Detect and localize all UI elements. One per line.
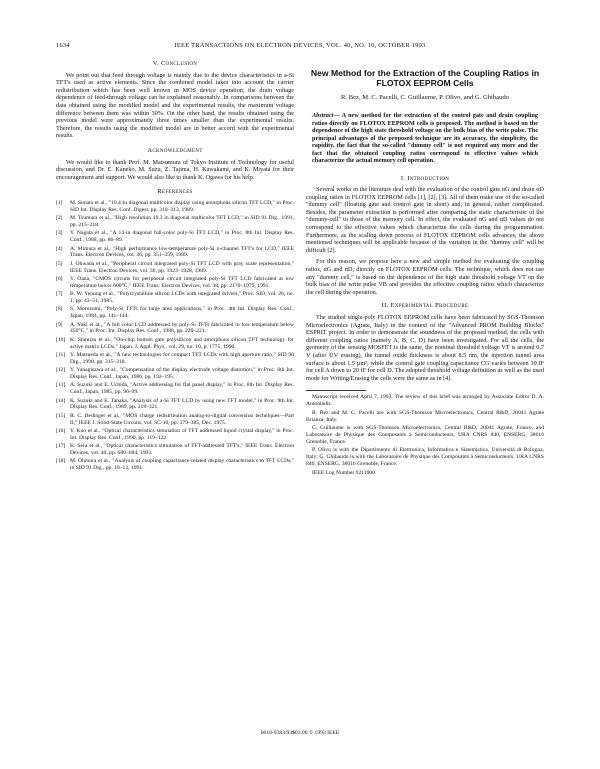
reference-item	[56, 458, 294, 472]
footnote-divider	[306, 390, 366, 391]
reference-text: J. Ohwada et al., "Peripheral circuit integrated poly-Si TFT LCD with gray scale representation," IEEE Trans. Electron Devices, vol. 36, pp. 1923–1928, 1989.	[70, 260, 294, 274]
reference-item	[56, 428, 294, 442]
abstract-text: A new method for the extraction of the control gate and drain coupling ratios directly on FLOTOX EEPROM cells is proposed. The method is based on the dependence of the high state threshold voltage on the bulk bias of the write pulse. The principal advantages of the proposed technique are its accuracy, the simplicity, the rapidity, the fact that the so-called "dummy cell" is not required any more and the fact that the obtained coupling ratios correspond to effective values which characterize the actual memory cell operation.	[312, 112, 538, 164]
reference-text: K. Suzuki and E. Tanaka, "Analysis of a-Si TFT LCD by using new TFT model," in Proc. 9th Int. Display Res. Conf., 1989, pp. 318–321.	[70, 397, 294, 411]
experimental-heading: II. Experimental Procedure	[381, 302, 469, 310]
reference-item	[56, 291, 294, 305]
footnote-item: P. Olivo is with the Dipartimento di Elettronica, Informatica e Sistemistica, Università di Bologna, Italy; G. Ghibaudo is with the Laboratoire de Physique des Composants à Semiconducteurs, URA CNRS 840, ENSERG, 38016 Grenoble, France.	[306, 447, 544, 468]
reference-item	[56, 276, 294, 290]
reference-text: Y. Nagata et al., "A 14-in diagonal full-color poly-Si TFT LCD," in Proc. 8th Int. Display Res. Conf., 1988, pp. 86–89.	[70, 230, 294, 244]
reference-number: [3]	[56, 230, 63, 237]
reference-number: [2]	[56, 215, 63, 222]
reference-text: M. Ohmura et al., "Analysis of coupling capacitance-related display characteristics in TFT LCDs," in SID 91 Dig., pp. 10–12, 1991.	[70, 458, 294, 472]
footnote-item: Manuscript received April 7, 1993. The review of this brief was arranged by Associate Editor D. A. Antoniadis.	[306, 394, 544, 408]
reference-item	[56, 246, 294, 260]
reference-item	[56, 382, 294, 396]
reference-number: [4]	[56, 245, 63, 252]
reference-number: [12]	[56, 367, 66, 374]
introduction-heading: I. Introduction	[400, 174, 450, 182]
reference-text: Y. Matsueda et al., "A new technologies for compact TFT LCDs with high aperture ratio," SID 90 Dig., 1990, pp. 315–318.	[70, 351, 294, 365]
reference-text: M. Tsumura et al., "High resolution 10.3 in diagonal multicolor TFT LCD," in SID 91 Dig., 1991, pp. 215–218.	[70, 215, 294, 229]
reference-text: K. Sera et al., "Optical characteristics simulation of TFT-addressed TFT's," IEEE Trans. Electron Devices, vol. 40, pp. 680–684, 1993.	[70, 443, 294, 457]
reference-number: [6]	[56, 275, 63, 282]
reference-item	[56, 337, 294, 351]
intro-paragraph-1: Several works in the literature deal with the evaluation of the control gate αG and drain αD coupling ratios in FLOTOX EEPROM cells [1], [2], [3]. All of them make use of the so-called "dummy cell" (floating gate and control gate in short) and, in general, rather complicated. Besides, the parameter extraction is performed after comparing the static characteristic of the "dummy-cell" to those of the memory cell. In effect, the evaluated αG and αD values do not correspond to the effective values which characterize the cells during the programmation. Furthermore, as the scaling down process of FLOTOX EEPROM cells advances, the above mentioned techniques will be applicable because of the variation in the "dummy cell" will be difficult [2].	[306, 186, 544, 254]
reference-list	[56, 200, 294, 472]
reference-text: A. Yuki et al., "A full color LCD addressed by poly-Si TFTs fabricated in low temperature below 450°C," in Proc. Int. Display Res. Conf., 1988, pp. 220–221.	[70, 321, 294, 335]
reference-text: K. Shimizu et al., "On-chip bottom gate polysilicon and amorphous silicon TFT technology for active matrix LCDs," Japan. J. Appl. Phys., vol. 29, no. 10, p. 1775, 1990.	[70, 336, 294, 350]
reference-item	[56, 322, 294, 336]
footnote-item: C. Guillaume is with SGS-Thomson Microelectronics, Central R&D, 20041 Agrate, France, and Laboratoire de Physique des Composants à Semiconducteurs, URA CNRS 840, ENSERG, 38016 Grenoble, France.	[306, 425, 544, 445]
reference-number: [14]	[56, 397, 66, 404]
reference-text: R. C. Bedinger et al., "MOS charge redistribution analog-to-digital conversion techniques—Part II," IEEE J. Solid-State Circuits, vol. SC-10, pp. 379–385, Dec. 1975.	[70, 412, 294, 426]
footnotes	[306, 394, 544, 476]
conclusion-paragraph: We point out that feed through voltage is mainly due to the device characteristics in a-Si TFT's used as active elements. Since the combined model takes into account the carrier redistribution which has been well known in MOS device operation, the drain voltage dependence of feed-through voltage can be explained reasonably. In comparisons between the data obtained using the modified model and the experimental results, the maximum voltage difference between them was within 30%. On the other hand, the results obtained using the previous model were approximately three times smaller than the experimental results. Therefore, the results using the modified model are in better accord with the experimental results.	[56, 71, 294, 140]
running-title: IEEE TRANSACTIONS ON ELECTRON DEVICES, VOL. 40, NO. 10, OCTOBER 1993	[174, 42, 426, 49]
reference-text: S. Morozumi, "Poly-Si TFTs for large area applications," in Proc. 4th Int. Display Res. Conf., Japan, 1984, pp. 141–144.	[70, 306, 294, 320]
reference-item	[56, 398, 294, 412]
reference-text: Y. Kuo et al., "Optical characteristics simulation of TFT addressed liquid crystal display," in Proc. Int. Display Res. Conf., 1990, pp. 119–122.	[70, 427, 294, 441]
reference-item	[56, 261, 294, 275]
page-header	[56, 42, 544, 54]
experimental-paragraph: The studied single-poly FLOTOX EEPROM cells have been fabricated by SGS-Thomson Microelectronics (Agrate, Italy) in the context of the "Advanced PROM Building Blocks" ESPRIT project. In order to demonstrate the soundness of the proposed method, the cells with different coupling ratios (namely A, B, C, D) have been investigated. For all the cells, the geometry of the sensing MOSFET is the same, the nominal threshold voltage VT is around 0.7 V (after UV erasing), the tunnel oxide thickness is about 8.5 nm, the injection tunnel area surface is about 1.5 µm², while the control gate coupling capacitance CG varies between 30 fF for cell A down to 20 fF for cell D. The adopted threshold voltage definition as well as the used mode for Writing/Erasing the cells were the same as in [4].	[306, 314, 544, 382]
abstract-label: Abstract—	[312, 112, 340, 119]
reference-number: [10]	[56, 336, 66, 343]
reference-item	[56, 352, 294, 366]
reference-text: Y. Yanagisawa et al., "Compensation of the display electrode voltage distortion," in Proc. 6th Int. Display Res. Conf., Japan, 1986, pp. 192–195.	[70, 367, 294, 381]
reference-number: [8]	[56, 306, 63, 313]
reference-text: B. W. Yeoung et al., "Polycrystalline silicon LCDs with integrated drivers," Proc. SID, vol. 26, no. 1, pp. 43–51, 1985.	[70, 291, 294, 305]
conclusion-heading: V. Conclusion	[152, 60, 198, 67]
reference-number: [13]	[56, 382, 66, 389]
reference-item	[56, 443, 294, 457]
reference-number: [7]	[56, 291, 63, 298]
reference-text: A. Mimura et al., "High performance low-temperature poly-Si n-channel TFT's for LCD," IEEE Trans. Electron Devices, vol. 36, pp. 351–359, 1989.	[70, 245, 294, 259]
footnote-item: IEEE Log Number 9211900.	[312, 469, 377, 476]
reference-item	[56, 200, 294, 214]
references-heading: References	[157, 188, 193, 196]
reference-item	[56, 367, 294, 381]
reference-number: [5]	[56, 260, 63, 267]
abstract	[312, 112, 538, 165]
acknowledgment-heading: Acknowledgment	[147, 146, 203, 154]
page-number: 1634	[56, 42, 70, 49]
footnote-item: R. Bez and M. C. Pacelli are with SGS-Thomson Microelectronics, Central R&D, 20041 Agrate Brianza, Italy.	[306, 409, 544, 423]
reference-number: [18]	[56, 458, 66, 465]
reference-number: [17]	[56, 443, 66, 450]
reference-number: [15]	[56, 412, 66, 419]
reference-number: [16]	[56, 427, 66, 434]
reference-item	[56, 230, 294, 244]
left-column	[56, 60, 294, 474]
reference-number: [1]	[56, 199, 63, 206]
reference-text: Y. Oana, "CMOS circuits for peripheral circuit integrated poly-Si TFT LCD fabricated at low temperature below 600°C," IEEE Trans. Electron Devices, vol. 38, pp. 2170–1979, 1991.	[70, 275, 294, 289]
copyright-footer: 0018-9383/93$03.00 © 1993 IEEE	[260, 730, 340, 736]
reference-text: A. Suzuki and E. Uchida, "Active addressing for flat panel display," in Proc. 8th Int. Display Res. Conf., Japan, 1985, pp. 96–99.	[70, 382, 294, 396]
reference-item	[56, 215, 294, 229]
reference-item	[56, 413, 294, 427]
reference-number: [11]	[56, 351, 66, 358]
acknowledgment-paragraph: We would like to thank Prof. M. Matsumura of Tokyo Institute of Technology for useful discussion, and Dr. E. Kaneko, M. Suzu, Z. Tajima, H. Kawakami, and K. Miyata for their encouragement and support. We would also like to thank K. Ogawa for his help.	[56, 158, 294, 181]
reference-number: [9]	[56, 321, 63, 328]
right-column	[306, 60, 544, 478]
article-title: New Method for the Extraction of the Coupling Ratios in FLOTOX EEPROM Cells	[310, 68, 540, 88]
intro-paragraph-2: For this reason, we propose here a new and simple method for evaluating the coupling ratios, αG and αD, directly on FLOTOX EEPROM cells. The technique, which does not use any "dummy cell," is based on the dependence of the high state threshold voltage VT on the bulk bias of the write pulse VB and provides the effective coupling ratios which characterize the cell during the operation.	[306, 258, 544, 296]
author-list: R. Bez, M. C. Pacelli, C. Guillaume, P. Olivo, and G. Ghibaudo	[341, 94, 509, 101]
reference-text: M. Sunata et al., "10.4-in diagonal multicolor display using amorphous silicon TFT LCD," in Proc. SID Int. Display Res. Conf. Digest, pp. 310–313, 1989.	[70, 199, 294, 213]
reference-item	[56, 306, 294, 320]
